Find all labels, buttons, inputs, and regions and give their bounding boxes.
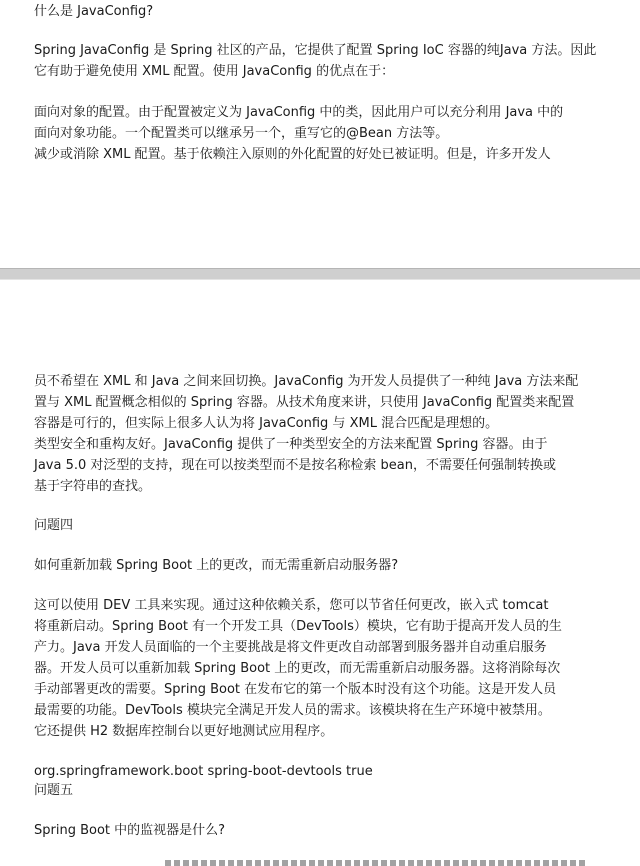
clipped-text-fragment: [165, 858, 585, 866]
answer-line: 将重新启动。Spring Boot 有一个开发工具（DevTools）模块，它有助于提高开发人员的生: [34, 619, 562, 634]
paragraph-line: 基于字符串的查找。: [34, 479, 152, 494]
answer-line: 产力。Java 开发人员面临的一个主要挑战是将文件更改自动部署到服务器并自动重启服务: [34, 640, 547, 655]
page-separator: [0, 268, 640, 280]
answer-line: 最需要的功能。DevTools 模块完全满足开发人员的需求。该模块将在生产环境中被禁用。: [34, 703, 551, 718]
answer-line: 这可以使用 DEV 工具来实现。通过这种依赖关系，您可以节省任何更改，嵌入式 tomcat: [34, 598, 549, 613]
paragraph-line: Spring JavaConfig 是 Spring 社区的产品，它提供了配置 Spring IoC 容器的纯Java 方法。因此: [34, 43, 597, 58]
question-q4: 如何重新加载 Spring Boot 上的更改，而无需重新启动服务器?: [34, 558, 399, 573]
section-title-q4: 问题四: [34, 518, 74, 533]
answer-line: 器。开发人员可以重新加载 Spring Boot 上的更改，而无需重新启动服务器。这将消除每次: [34, 661, 561, 676]
paragraph-line: 它有助于避免使用 XML 配置。使用 JavaConfig 的优点在于：: [34, 64, 395, 79]
page-heading: 什么是 JavaConfig?: [34, 4, 154, 19]
paragraph-line: 面向对象功能。一个配置类可以继承另一个，重写它的@Bean 方法等。: [34, 126, 449, 141]
document-page-2: [0, 280, 640, 866]
answer-line: 手动部署更改的需要。Spring Boot 在发布它的第一个版本时没有这个功能。这是开发人员: [34, 682, 557, 697]
paragraph-line: 面向对象的配置。由于配置被定义为 JavaConfig 中的类，因此用户可以充分利用 Java 中的: [34, 105, 564, 120]
code-line: org.springframework.boot spring-boot-devtools true: [34, 764, 373, 779]
paragraph-line: 类型安全和重构友好。JavaConfig 提供了一种类型安全的方法来配置 Spring 容器。由于: [34, 437, 548, 452]
document-page-1: [0, 0, 640, 268]
answer-line: 它还提供 H2 数据库控制台以更好地测试应用程序。: [34, 724, 334, 739]
paragraph-line: 减少或消除 XML 配置。基于依赖注入原则的外化配置的好处已被证明。但是，许多开发人: [34, 147, 551, 162]
paragraph-line: Java 5.0 对泛型的支持，现在可以按类型而不是按名称检索 bean，不需要任何强制转换或: [34, 458, 556, 473]
question-q5: Spring Boot 中的监视器是什么?: [34, 823, 226, 838]
paragraph-line: 置与 XML 配置概念相似的 Spring 容器。从技术角度来讲，只使用 JavaConfig 配置类来配置: [34, 395, 575, 410]
paragraph-line: 员不希望在 XML 和 Java 之间来回切换。JavaConfig 为开发人员提供了一种纯 Java 方法来配: [34, 374, 579, 389]
section-title-q5: 问题五: [34, 783, 74, 798]
paragraph-line: 容器是可行的，但实际上很多人认为将 JavaConfig 与 XML 混合匹配是理想的。: [34, 416, 499, 431]
